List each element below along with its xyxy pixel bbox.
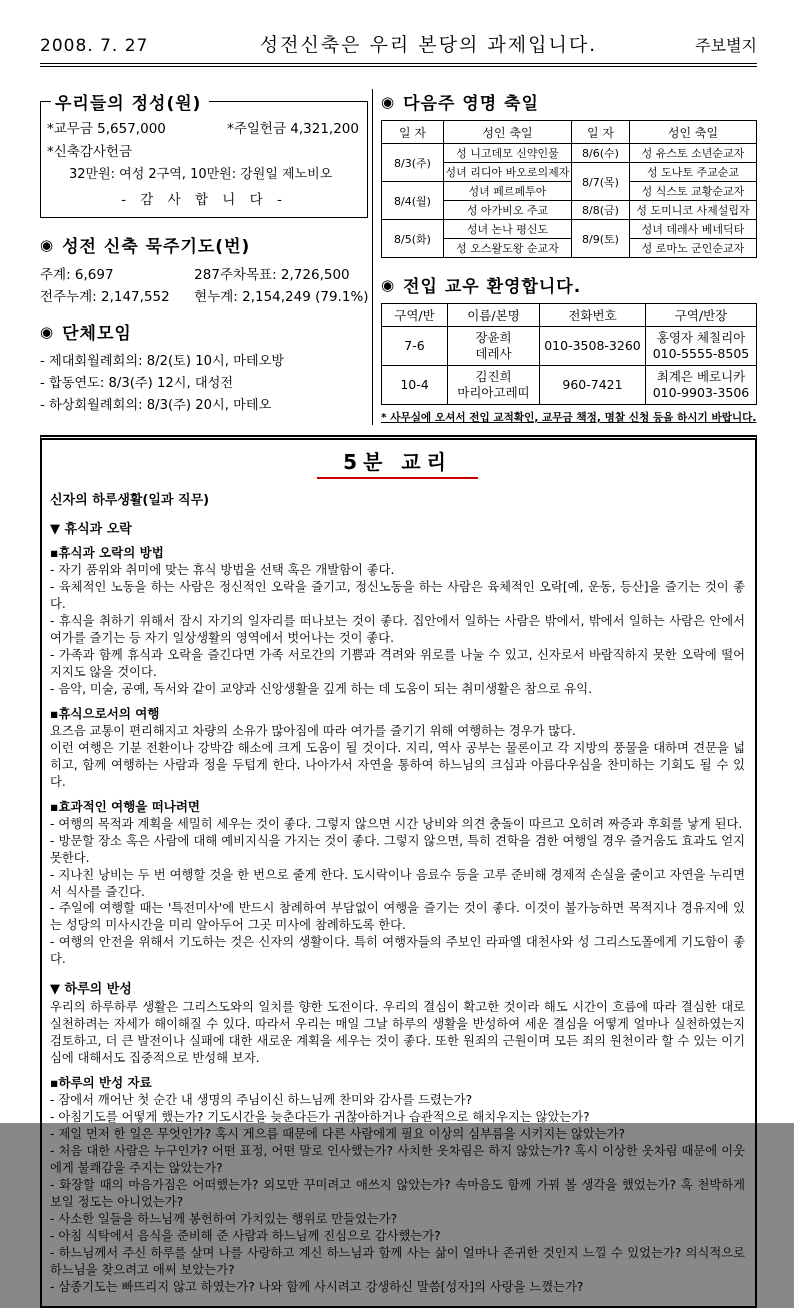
catechism-paragraph: - 아침기도를 어떻게 했는가? 기도시간을 늦춘다든가 귀찮아하거나 습관적으로 해치우지는 않았는가? bbox=[50, 1110, 590, 1125]
leader-cell bbox=[646, 327, 757, 366]
leader-phone-line: 010-5555-8505 bbox=[652, 346, 750, 361]
feast-heading bbox=[381, 89, 757, 114]
feast-date-cell: 8/5(화) bbox=[382, 220, 444, 258]
meeting-item: - 제대회월례회의: 8/2(토) 10시, 마테오방 bbox=[40, 354, 285, 369]
feast-date-cell: 8/9(토) bbox=[572, 220, 630, 258]
baptismal-name-line: 마리아고레띠 bbox=[457, 385, 530, 400]
meetings-heading bbox=[40, 319, 368, 344]
newcomers-heading bbox=[381, 272, 757, 297]
offering-line: *신축감사헌금 bbox=[47, 144, 132, 160]
header bbox=[40, 30, 757, 67]
leader-name-line: 최계은 베로니카 bbox=[656, 369, 746, 385]
rosary-prev-total: 전주누계: 2,147,552 bbox=[40, 289, 170, 305]
catechism-section-head: ▼ 휴식과 오락 bbox=[50, 522, 132, 537]
feast-col-header: 일 자 bbox=[572, 121, 630, 144]
feast-row bbox=[382, 144, 757, 163]
newcomers-col-header: 이름/본명 bbox=[448, 304, 540, 327]
offering-gyomu: *교무금 5,657,000 bbox=[47, 121, 166, 137]
catechism-paragraph: 요즈음 교통이 편리해지고 차량의 소유가 많아짐에 따라 여가를 즐기기 위해 여행하는 경우가 많다. bbox=[50, 723, 576, 738]
phone-cell: 960-7421 bbox=[540, 366, 646, 405]
feast-saint-cell: 성 유스토 소년순교자 bbox=[630, 144, 757, 163]
catechism-subhead: ▪휴식과 오락의 방법 bbox=[50, 545, 164, 560]
feast-date-cell: 8/4(월) bbox=[382, 182, 444, 220]
catechism-subhead: ▪효과적인 여행을 떠나려면 bbox=[50, 798, 201, 814]
feast-saint-cell: 성 아가비오 주교 bbox=[444, 201, 572, 220]
newcomers-col-header: 구역/반 bbox=[382, 304, 448, 327]
section-bullet-icon: ◉ bbox=[40, 235, 55, 254]
rosary-stats-row bbox=[40, 263, 368, 283]
name-cell bbox=[448, 327, 540, 366]
feast-saint-cell: 성녀 리디아 바오로의제자 bbox=[444, 163, 572, 182]
catechism-paragraph: - 지나친 낭비는 두 번 여행할 것을 한 번으로 줄게 한다. 도시락이나 음료수 등을 고루 준비해 경제적 손실을 줄이고 자연을 누리면서 식사를 즐긴다. bbox=[50, 867, 745, 899]
offering-sunday: *주일헌금 4,321,200 bbox=[227, 121, 359, 137]
feast-row bbox=[382, 182, 757, 201]
feast-date-cell: 8/8(금) bbox=[572, 201, 630, 220]
rosary-heading-label: 성전 신축 묵주기도(번) bbox=[62, 237, 251, 257]
issue-date: 2008. 7. 27 bbox=[40, 36, 149, 56]
feast-col-header: 성인 축일 bbox=[444, 121, 572, 144]
catechism-paragraph: - 음악, 미술, 공예, 독서와 같이 교양과 신앙생활을 깊게 하는 데 도움이 되는 취미생활은 참으로 유익. bbox=[50, 681, 592, 696]
feast-saint-cell: 성 식스토 교황순교자 bbox=[630, 182, 757, 201]
catechism-paragraph: - 삼종기도는 빠뜨리지 않고 하였는가? 나와 함께 사시려고 강생하신 말씀[성자]의 사랑을 느꼈는가? bbox=[50, 1279, 584, 1294]
feast-saint-cell: 성녀 페르페투아 bbox=[444, 182, 572, 201]
feast-table bbox=[381, 120, 757, 258]
section-bullet-icon: ◉ bbox=[381, 92, 396, 111]
leader-name-line: 홍영자 체칠리아 bbox=[656, 330, 746, 346]
left-column bbox=[40, 89, 372, 425]
catechism-title: 5분 교리 bbox=[317, 446, 478, 479]
catechism-paragraph: - 처음 대한 사람은 누구인가? 어떤 표정, 어떤 말로 인사했는가? 사치한 옷차림은 하지 않았는가? 혹시 이상한 옷차림 때문에 이웃에게 불쾌감을 주지는 않았는가? bbox=[50, 1144, 745, 1176]
baptismal-name-line: 데레사 bbox=[475, 346, 512, 361]
rosary-heading bbox=[40, 232, 368, 257]
catechism-paragraph: - 자기 품위와 취미에 맞는 휴식 방법을 선택 혹은 개발함이 좋다. bbox=[50, 563, 395, 577]
feast-saint-cell: 성 도나토 주교순교 bbox=[630, 163, 757, 182]
catechism-paragraph: - 잠에서 깨어난 첫 순간 내 생명의 주님이신 하느님께 찬미와 감사를 드렸는가? bbox=[50, 1093, 473, 1108]
feast-date-cell: 8/7(목) bbox=[572, 163, 630, 201]
right-column bbox=[372, 89, 757, 425]
feast-date-cell: 8/6(수) bbox=[572, 144, 630, 163]
feast-saint-cell: 성녀 데레사 베네딕타 bbox=[630, 220, 757, 239]
feast-heading-label: 다음주 영명 축일 bbox=[403, 94, 539, 114]
catechism-paragraph: - 여행의 안전을 위해서 기도하는 것은 신자의 생활이다. 특히 여행자들의 주보인 라파엘 대천사와 성 그리스도폴에게 기도함이 좋다. bbox=[50, 935, 745, 967]
catechism-paragraph: - 사소한 일들을 하느님께 봉헌하여 가치있는 행위로 만들었는가? bbox=[50, 1212, 398, 1226]
section-bullet-icon: ◉ bbox=[381, 275, 396, 294]
catechism-paragraph: - 가족과 함께 휴식과 오락을 즐긴다면 가족 서로간의 기쁨과 격려와 위로를 나눌 수 있고, 신자로서 바람직하지 못한 오락에 떨어지지도 않을 것이다. bbox=[50, 647, 745, 679]
leader-phone-line: 010-9903-3506 bbox=[652, 385, 750, 400]
feast-saint-cell: 성 로마노 군인순교자 bbox=[630, 239, 757, 258]
office-note: * 사무실에 오셔서 전입 교적확인, 교무금 책정, 명찰 신청 등을 하시기 바랍니다. bbox=[381, 412, 757, 424]
catechism-paragraph: - 여행의 목적과 계획을 세밀히 세우는 것이 좋다. 그렇지 않으면 시간 낭비와 의견 충돌이 따르고 오히려 짜증과 후회를 낳게 된다. bbox=[50, 816, 743, 831]
offering-box bbox=[40, 94, 368, 218]
feast-col-header: 일 자 bbox=[382, 121, 444, 144]
catechism-paragraph: - 휴식을 취하기 위해서 잠시 자기의 일자리를 떠나보는 것이 좋다. 집안에서 일하는 사람은 밖에서, 밖에서 일하는 사람은 안에서 여가를 즐기는 등 자기 일상생활의 영역에서 벗어나는 것이 좋다. bbox=[50, 613, 745, 645]
page-title: 성전신축은 우리 본당의 과제입니다. bbox=[259, 34, 598, 56]
section-bullet-icon: ◉ bbox=[40, 322, 55, 341]
catechism-subhead: ▪하루의 반성 자료 bbox=[50, 1075, 152, 1091]
catechism-box bbox=[40, 435, 757, 1308]
top-columns bbox=[40, 89, 757, 425]
rosary-goal: 287주차목표: 2,726,500 bbox=[194, 267, 350, 283]
feast-saint-cell: 성녀 논나 평신도 bbox=[444, 220, 572, 239]
name-line: 장윤희 bbox=[475, 330, 512, 346]
catechism-paragraph: - 화장할 때의 마음가짐은 어떠했는가? 외모만 꾸미려고 애쓰지 않았는가? 속마음도 함께 가꿔 볼 생각을 했었는가? 혹 천박하게 보일 정도는 아니었는가? bbox=[50, 1178, 745, 1210]
bulletin-tag: 주보별지 bbox=[695, 36, 757, 55]
newcomer-row bbox=[382, 366, 757, 405]
meeting-item: - 하상회월례회의: 8/3(주) 20시, 마테오 bbox=[40, 398, 272, 413]
name-line: 김진희 bbox=[475, 369, 512, 385]
newcomers-col-header: 전화번호 bbox=[540, 304, 646, 327]
meetings-heading-label: 단체모임 bbox=[62, 324, 132, 344]
catechism-subhead: ▪휴식으로서의 여행 bbox=[50, 705, 160, 721]
name-cell bbox=[448, 366, 540, 405]
catechism-paragraph: - 방문할 장소 혹은 사람에 대해 예비지식을 가지는 것이 좋다. 그렇지 않으면, 특히 견학을 겸한 여행일 경우 즐거움도 효과도 얻지 못한다. bbox=[50, 833, 745, 865]
newcomers-col-header: 구역/반장 bbox=[646, 304, 757, 327]
feast-saint-cell: 성 도미니코 사제설립자 bbox=[630, 201, 757, 220]
zone-cell: 10-4 bbox=[382, 366, 448, 405]
catechism-subtitle: 신자의 하루생활(일과 직무) bbox=[50, 493, 210, 508]
feast-header-row bbox=[382, 121, 757, 144]
rosary-current-total: 현누계: 2,154,249 (79.1%) bbox=[194, 289, 369, 305]
feast-date-cell: 8/3(주) bbox=[382, 144, 444, 182]
newcomers-table bbox=[381, 303, 757, 405]
feast-row bbox=[382, 220, 757, 239]
offering-line bbox=[47, 117, 361, 137]
feast-saint-cell: 성 오스왈도왕 순교자 bbox=[444, 239, 572, 258]
leader-cell bbox=[646, 366, 757, 405]
catechism-paragraph: - 제일 먼저 한 일은 무엇인가? 혹시 게으름 때문에 다른 사람에게 필요 이상의 심부름을 시키지는 않았는가? bbox=[50, 1127, 626, 1142]
rosary-stats-row bbox=[40, 285, 368, 305]
newcomers-heading-label: 전입 교우 환영합니다. bbox=[403, 277, 582, 297]
catechism-section-head: ▼ 하루의 반성 bbox=[50, 982, 132, 998]
feast-saint-cell: 성 니고데모 신약인물 bbox=[444, 144, 572, 163]
rosary-week-total: 주계: 6,697 bbox=[40, 267, 114, 283]
catechism-paragraph: - 하느님께서 주신 하루를 살며 나를 사랑하고 계신 하느님과 함께 사는 삶이 얼마나 존귀한 것인지 느낄 수 있었는가? 의식적으로 하느님을 찾으려고 애써 보았는가? bbox=[50, 1245, 745, 1277]
meeting-item: - 합동연도: 8/3(주) 12시, 대성전 bbox=[40, 376, 234, 391]
catechism-paragraph: 우리의 하루하루 생활은 그리스도와의 일치를 향한 도전이다. 우리의 결심이 확고한 것이라 해도 시간이 흐름에 따라 결심한 대로 실천하려는 자세가 해이해질 수 있다. 따라서 우리는 매일 그날 하루의 생활을 반성하여 세운 결심을 어떻게 얼마나 실천하였는지 검토하고, 더 큰 발전이나 실패에 대한 새로운 계획을 세우는 것이 좋다. 또한 원죄의 근원이며 모든 죄의 원천이라 할 수 있는 이기심에 대해서도 집중적으로 반성해 보자. bbox=[50, 1000, 745, 1066]
catechism-paragraph: - 아침 식탁에서 음식을 준비해 준 사람과 하느님께 진심으로 감사했는가? bbox=[50, 1228, 441, 1243]
newcomer-row bbox=[382, 327, 757, 366]
catechism-paragraph: 이런 여행은 기분 전환이나 강박감 해소에 크게 도움이 될 것이다. 지리, 역사 공부는 물론이고 각 지방의 풍물을 대하며 견문을 넓히고, 함께 여행하는 사람과 정을 두텁게 한다. 나아가서 자연을 통하여 하느님의 크심과 아름다우심을 찬미하는 기회도 될 수 있다. bbox=[50, 740, 745, 789]
offering-title: 우리들의 정성(원) bbox=[51, 89, 209, 114]
catechism-paragraph: - 육체적인 노동을 하는 사람은 정신적인 오락을 즐기고, 정신노동을 하는 사람은 육체적인 오락[예, 운동, 등산]을 즐기는 것이 좋다. bbox=[50, 579, 745, 611]
feast-col-header: 성인 축일 bbox=[630, 121, 757, 144]
catechism-paragraph: - 주일에 여행할 때는 '특전미사'에 반드시 참례하여 부담없이 여행을 즐기는 것이 좋다. 이것이 불가능하면 목적지나 경유지에 있는 성당의 미사시간을 미리 알아두어 그곳 미사에 참례하도록 한다. bbox=[50, 901, 745, 933]
offering-thanks: - 감 사 합 니 다 - bbox=[121, 192, 287, 208]
phone-cell: 010-3508-3260 bbox=[540, 327, 646, 366]
newcomers-header-row bbox=[382, 304, 757, 327]
offering-line: 32만원: 여성 2구역, 10만원: 강원일 제노비오 bbox=[69, 167, 333, 182]
zone-cell: 7-6 bbox=[382, 327, 448, 366]
